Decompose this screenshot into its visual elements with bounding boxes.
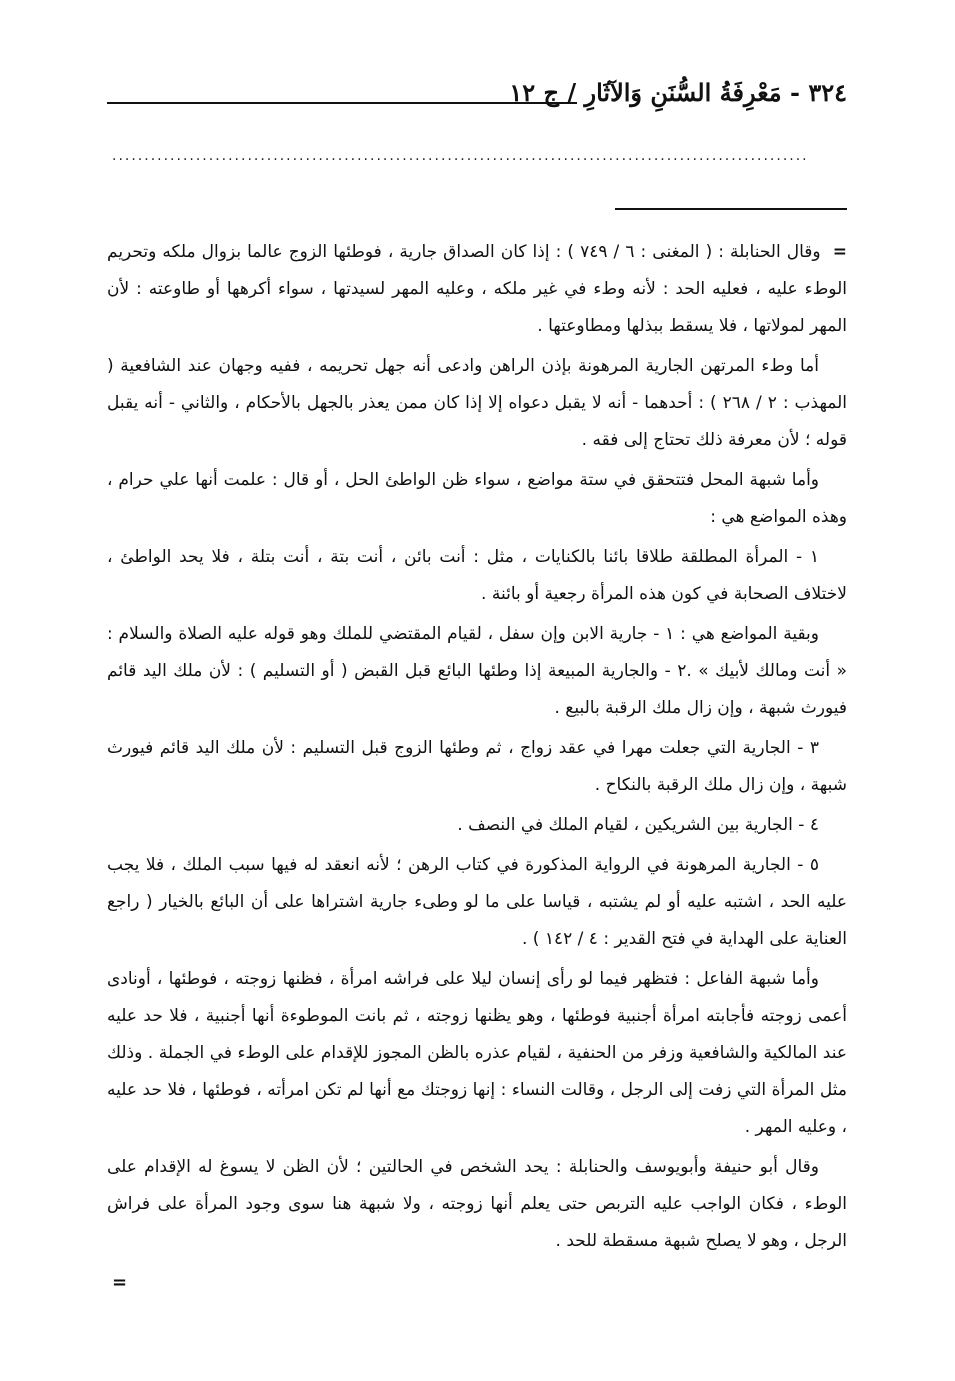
header-rule xyxy=(107,102,577,104)
running-title: ٣٢٤ - مَعْرِفَةُ السُّنَنِ وَالآثَارِ / ج ١٢ xyxy=(509,78,847,107)
dotted-separator: ............................................................................................................ xyxy=(112,148,809,164)
paragraph-10: وقال أبو حنيفة وأبويوسف والحنابلة : يحد الشخص في الحالتين ؛ لأن الظن لا يسوغ له الإقدام على الوطء ، فكان الواجب عليه التربص حتى يعلم أنها زوجته ، ولا شبهة هنا سوى وجود المرأة على فراش الرجل ، وهو لا يصلح شبهة مسقطة للحد . xyxy=(107,1157,847,1251)
paragraph-8: ٥ - الجارية المرهونة في الرواية المذكورة في كتاب الرهن ؛ لأنه انعقد له فيها سبب الملك ، فلا يجب عليه الحد ، اشتبه عليه أو لم يشتبه ، قياسا على ما لو وطىء جارية اشتراها على أن البائع بالخيار ( راجع العناية على الهداية في فتح القدير : ٤ / ١٤٢ ) . xyxy=(107,855,847,949)
paragraph-7: ٤ - الجارية بين الشريكين ، لقيام الملك في النصف . xyxy=(457,815,819,835)
paragraph-2: أما وطء المرتهن الجارية المرهونة بإذن الراهن وادعى أنه جهل تحريمه ، ففيه وجهان عند الشافعية ( المهذب : ٢ / ٢٦٨ ) : أحدهما - أنه لا يقبل دعواه إلا إذا كان ممن يعذر بالجهل بالأحكام ، والثاني - أنه يقبل قوله ؛ لأن معرفة ذلك تحتاج إلى فقه . xyxy=(107,356,848,450)
footnote-body xyxy=(107,234,847,1263)
paragraph-4: ١ - المرأة المطلقة طلاقا بائنا بالكنايات ، مثل : أنت بائن ، أنت بتة ، أنت بتلة ، فلا يحد الواطئ ، لاختلاف الصحابة في كون هذه المرأة رجعية أو بائنة . xyxy=(107,547,847,604)
paragraph-6: ٣ - الجارية التي جعلت مهرا في عقد زواج ، ثم وطئها الزوج قبل التسليم : لأن ملك اليد قائم فيورث شبهة ، وإن زال ملك الرقبة بالنكاح . xyxy=(107,738,847,795)
paragraph-1 xyxy=(107,234,847,345)
paragraph-3: وأما شبهة المحل فتتحقق في ستة مواضع ، سواء ظن الواطئ الحل ، أو قال : علمت أنها علي حرام ، وهذه المواضع هي : xyxy=(107,470,847,527)
page-header xyxy=(107,78,847,118)
end-mark: = xyxy=(112,1272,128,1293)
continuation-mark: = xyxy=(832,242,847,262)
paragraph-9: وأما شبهة الفاعل : فتظهر فيما لو رأى إنسان ليلا على فراشه امرأة ، فظنها زوجته ، فوطئها ، أونادى أعمى زوجته فأجابته امرأة أجنبية فوطئها ، وهو يظنها زوجته ، ثم بانت الموطوءة أنها أجنبية ، فلا حد عليه عند المالكية والشافعية وزفر من الحنفية ، لقيام عذره بالظن المجوز للإقدام على الوطء في الجملة . وذلك مثل المرأة التي زفت إلى الرجل ، وقالت النساء : إنها زوجتك مع أنها لم تكن امرأته ، فوطئها ، فلا حد عليه ، وعليه المهر . xyxy=(107,969,847,1137)
paragraph-1-text: وقال الحنابلة : ( المغنى : ٦ / ٧٤٩ ) : إذا كان الصداق جارية ، فوطئها الزوج عالما بزوال ملكه وتحريم الوطء عليه ، فعليه الحد : لأنه وطء في غير ملكه ، وعليه المهر لسيدتها ، سواء أكرهها أو طاوعته : لأن المهر لمولاتها ، فلا يسقط ببذلها ومطاوعتها . xyxy=(107,242,847,336)
footnote-rule xyxy=(615,208,847,210)
paragraph-5: وبقية المواضع هي : ١ - جارية الابن وإن سفل ، لقيام المقتضي للملك وهو قوله عليه الصلاة والسلام : « أنت ومالك لأبيك » .٢ - والجارية المبيعة إذا وطئها البائع قبل القبض ( أو التسليم ) : لأن ملك اليد قائم فيورث شبهة ، وإن زال ملك الرقبة بالبيع . xyxy=(107,624,847,718)
